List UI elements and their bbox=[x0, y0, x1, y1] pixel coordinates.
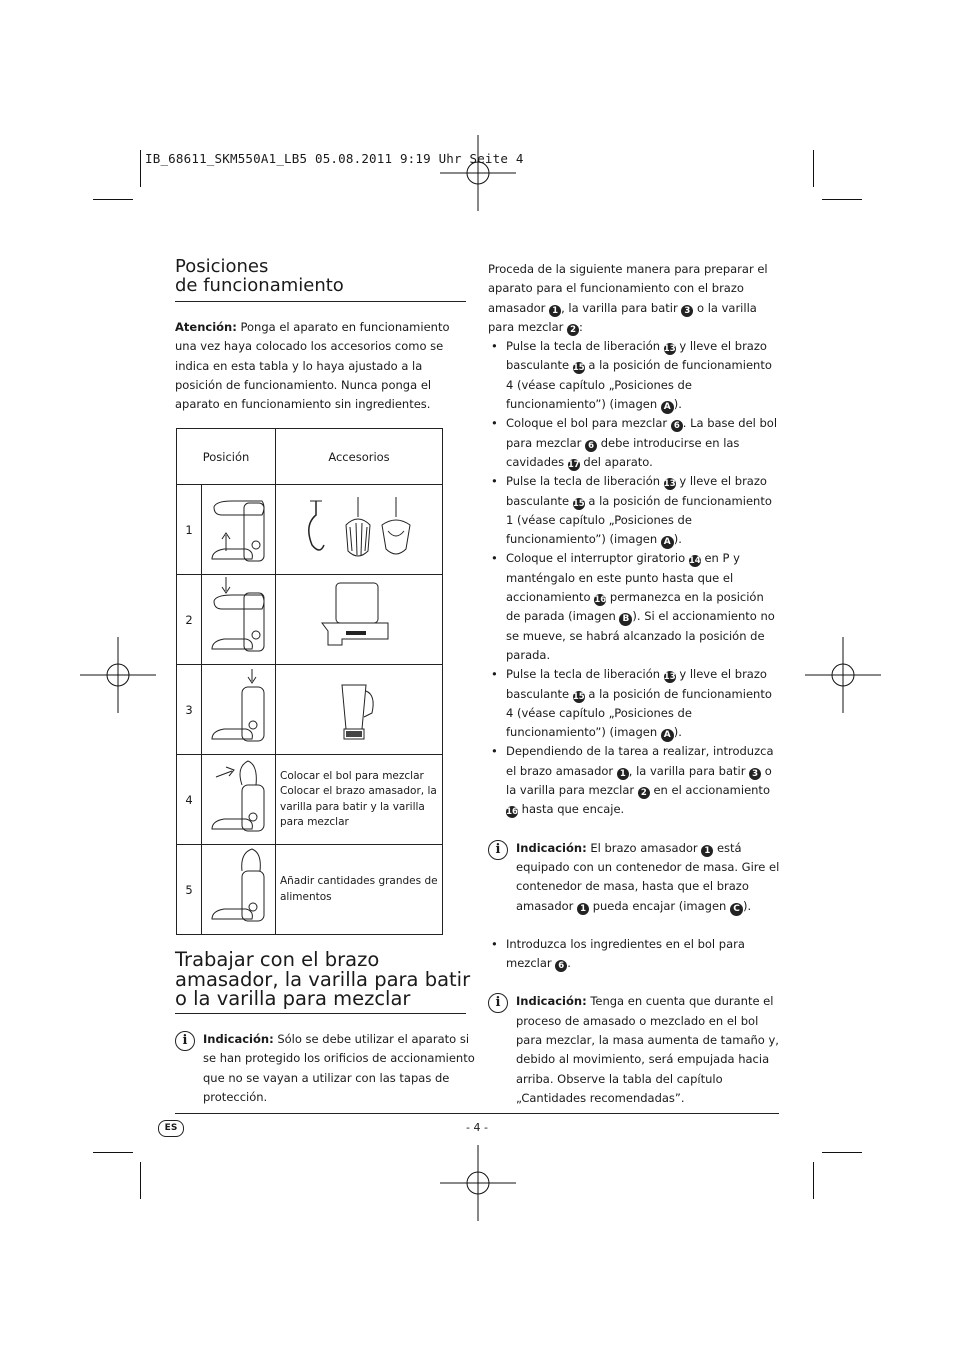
crop-mark bbox=[93, 199, 133, 200]
ref-number-1: 1 bbox=[577, 903, 589, 915]
list-item: • Introduzca los ingredientes en el bol para mezclar 6 . bbox=[488, 935, 780, 974]
note-text: Tenga en cuenta que durante el proceso de amasado o mezclado en el bol para mezclar, la masa aumenta de tamaño y, debido al movimiento, será empujada hacia arriba. Observe la tabla del capítulo „Cantidades recomendadas”. bbox=[516, 994, 779, 1105]
crop-mark bbox=[822, 199, 862, 200]
info-icon: i bbox=[175, 1031, 195, 1051]
ref-number-15: 15 bbox=[572, 363, 585, 374]
table-row bbox=[177, 755, 443, 845]
note-paragraph bbox=[175, 1030, 483, 1107]
text-run: Pulse la tecla de liberación bbox=[506, 474, 661, 489]
text-run: permanezca en la posición de parada (imagen bbox=[506, 590, 764, 624]
text-run: ). Si el accionamiento no se mueve, se habrá alcanzado la posición de parada. bbox=[506, 609, 775, 662]
text-run: , la varilla para batir bbox=[561, 300, 678, 315]
mixer-illustration bbox=[202, 845, 276, 935]
accessories-illustration bbox=[276, 485, 443, 575]
mixer-illustration bbox=[202, 755, 276, 845]
text-run: a la posición de funcionamiento 4 (véase capítulo „Posiciones de funcionamiento”) (imagen bbox=[506, 358, 772, 412]
note-label: Indicación: bbox=[203, 1032, 274, 1046]
page-number: - 4 - bbox=[466, 1121, 488, 1134]
text-run: debe introducirse en las cavidades bbox=[506, 435, 740, 469]
text-run: , la varilla para batir bbox=[628, 763, 746, 778]
table-row bbox=[177, 845, 443, 935]
ref-letter-a: A bbox=[661, 729, 674, 742]
text-run: y lleve el brazo basculante bbox=[506, 474, 767, 508]
heading-line-2: de funcionamiento bbox=[175, 274, 344, 296]
text-run: del aparato. bbox=[583, 454, 653, 469]
ref-number-13: 13 bbox=[663, 344, 676, 355]
steps-list bbox=[488, 935, 780, 974]
text-run: Pulse la tecla de liberación bbox=[506, 339, 661, 354]
text-run: Dependiendo de la tarea a realizar, introduzca el brazo amasador bbox=[506, 744, 774, 778]
table-row bbox=[177, 485, 443, 575]
note-paragraph bbox=[488, 992, 780, 1108]
attention-text: Ponga el aparato en funcionamiento una vez haya colocado los accesorios como se indica en esta tabla y lo haya ajustado a la posición de funcionamiento. Nunca ponga el aparato en funcionamiento sin ingredientes. bbox=[175, 320, 450, 412]
list-item bbox=[488, 414, 780, 472]
text-run: en el accionamiento bbox=[653, 783, 770, 798]
registration-mark-bottom bbox=[440, 1145, 516, 1221]
mixer-illustration bbox=[202, 665, 276, 755]
accessories-illustration bbox=[276, 665, 443, 755]
mixer-illustration bbox=[202, 485, 276, 575]
ref-number-2: 2 bbox=[567, 324, 579, 336]
ref-number-1: 1 bbox=[549, 305, 561, 317]
text-run: hasta que encaje. bbox=[521, 802, 625, 817]
ref-number-6: 6 bbox=[671, 420, 683, 432]
ref-number-6: 6 bbox=[555, 960, 567, 972]
crop-mark bbox=[140, 1162, 141, 1199]
ref-number-16: 16 bbox=[506, 807, 518, 818]
note-label: Indicación: bbox=[516, 840, 587, 855]
note-text: Sólo se debe utilizar el aparato si se han protegido los orificios de accionamiento que no se vayan a utilizar con las tapas de protección. bbox=[203, 1032, 475, 1104]
text-run: Coloque el bol para mezclar bbox=[506, 416, 668, 431]
list-item bbox=[488, 742, 780, 819]
heading-rule bbox=[175, 301, 466, 302]
ref-number-1: 1 bbox=[701, 845, 713, 857]
col-header-accessories: Accesorios bbox=[276, 429, 443, 485]
table-row bbox=[177, 665, 443, 755]
text-run: Coloque el interruptor giratorio bbox=[506, 551, 686, 566]
table-row bbox=[177, 575, 443, 665]
crop-mark bbox=[140, 150, 141, 187]
crop-mark bbox=[813, 1162, 814, 1199]
ref-number-14: 14 bbox=[688, 556, 701, 567]
heading-line-2: amasador, la varilla para batir bbox=[175, 967, 471, 991]
text-run: Pulse la tecla de liberación bbox=[506, 667, 661, 682]
ref-number-16: 16 bbox=[594, 595, 607, 606]
ref-number-15: 15 bbox=[572, 498, 585, 509]
ref-number-13: 13 bbox=[663, 479, 676, 490]
text-run: o la varilla para mezclar bbox=[506, 763, 772, 798]
registration-mark-left bbox=[80, 637, 156, 713]
position-number: 5 bbox=[177, 845, 202, 935]
note-paragraph: i Indicación: El brazo amasador 1 está equipado con un contenedor de masa. Gire el contenedor de masa, hasta que el brazo amasador 1 pueda encajar (imagen C ). bbox=[488, 839, 780, 916]
footer-rule bbox=[175, 1113, 779, 1114]
ref-number-3: 3 bbox=[681, 305, 693, 317]
ref-number-15: 15 bbox=[572, 691, 585, 702]
note-label: Indicación: bbox=[516, 994, 587, 1009]
print-slug: IB_68611_SKM550A1_LB5 05.08.2011 9:19 Uhr Seite 4 bbox=[145, 151, 524, 166]
text-run: y lleve el brazo basculante bbox=[506, 667, 767, 701]
accessories-illustration bbox=[276, 575, 443, 665]
heading-rule bbox=[175, 1013, 466, 1014]
text-run: y lleve el brazo basculante bbox=[506, 339, 767, 373]
text-run: Proceda de la siguiente manera para preparar el aparato para el funcionamiento con el brazo amasador bbox=[488, 262, 768, 315]
text-run: está equipado con un contenedor de masa. Gire el contenedor de masa, hasta que el brazo amasador bbox=[516, 840, 780, 913]
ref-letter-b: B bbox=[619, 613, 632, 626]
crop-mark bbox=[813, 150, 814, 187]
list-item bbox=[488, 549, 780, 665]
text-run: o la varilla para mezclar bbox=[488, 300, 757, 334]
heading-line-1: Posiciones bbox=[175, 256, 269, 277]
registration-mark-right bbox=[805, 637, 881, 713]
text-run: . La base del bol para mezclar bbox=[506, 416, 778, 450]
position-number: 4 bbox=[177, 755, 202, 845]
list-item: • Pulse la tecla de liberación 13 y lleve el brazo basculante 15 a la posición de funcionamiento 4 (véase capítulo „Posiciones de funcionamiento”) (imagen A ). bbox=[488, 337, 780, 414]
info-icon: i bbox=[488, 993, 508, 1013]
ref-letter-c: C bbox=[730, 903, 743, 916]
mixer-illustration bbox=[202, 575, 276, 665]
attention-label: Atención: bbox=[175, 320, 237, 334]
accessories-note: Colocar el bol para mezclar Colocar el brazo amasador, la varilla para batir y la varilla para mezclar bbox=[276, 755, 443, 845]
section-heading-positions bbox=[175, 258, 465, 296]
crop-mark bbox=[93, 1152, 133, 1153]
text-run: El brazo amasador bbox=[590, 840, 698, 855]
text-run: Introduzca los ingredientes en el bol para mezclar bbox=[506, 936, 745, 971]
table-header-row bbox=[177, 429, 443, 485]
text-run: en P y manténgalo en este punto hasta que el accionamiento bbox=[506, 551, 740, 605]
registration-mark-top bbox=[440, 135, 516, 211]
accessories-note: Añadir cantidades grandes de alimentos bbox=[276, 845, 443, 935]
ref-number-2: 2 bbox=[638, 787, 650, 799]
language-badge: ES bbox=[158, 1120, 184, 1137]
ref-letter-a: A bbox=[661, 536, 674, 549]
list-item: • Pulse la tecla de liberación 13 y lleve el brazo basculante 15 a la posición de funcionamiento 4 (véase capítulo „Posiciones de funcionamiento”) (imagen A ). bbox=[488, 665, 780, 742]
ref-number-1: 1 bbox=[617, 768, 629, 780]
ref-number-6: 6 bbox=[585, 440, 597, 452]
heading-line-1: Trabajar con el brazo bbox=[175, 948, 380, 971]
col-header-position: Posición bbox=[177, 429, 276, 485]
text-run: pueda encajar (imagen bbox=[592, 898, 727, 913]
positions-table bbox=[176, 428, 443, 935]
list-item: • Pulse la tecla de liberación 13 y lleve el brazo basculante 15 a la posición de funcionamiento 1 (véase capítulo „Posiciones de funcionamiento”) (imagen A ). bbox=[488, 472, 780, 549]
ref-number-13: 13 bbox=[663, 672, 676, 683]
intro-paragraph: Proceda de la siguiente manera para preparar el aparato para el funcionamiento con el brazo amasador 1 , la varilla para batir 3 o la varilla para mezclar 2 : bbox=[488, 262, 768, 335]
heading-line-3: o la varilla para mezclar bbox=[175, 987, 411, 1010]
steps-list bbox=[488, 337, 780, 819]
ref-number-3: 3 bbox=[749, 768, 761, 780]
attention-paragraph bbox=[175, 318, 467, 414]
section-heading-working bbox=[175, 950, 475, 1009]
position-number: 2 bbox=[177, 575, 202, 665]
right-column bbox=[488, 260, 780, 1108]
ref-number-17: 17 bbox=[567, 459, 580, 470]
info-icon: i bbox=[488, 840, 508, 860]
crop-mark bbox=[822, 1152, 862, 1153]
text-run: a la posición de funcionamiento 4 (véase capítulo „Posiciones de funcionamiento”) (imagen bbox=[506, 686, 772, 740]
position-number: 3 bbox=[177, 665, 202, 755]
position-number: 1 bbox=[177, 485, 202, 575]
ref-letter-a: A bbox=[661, 401, 674, 414]
text-run: a la posición de funcionamiento 1 (véase capítulo „Posiciones de funcionamiento”) (imagen bbox=[506, 493, 772, 547]
